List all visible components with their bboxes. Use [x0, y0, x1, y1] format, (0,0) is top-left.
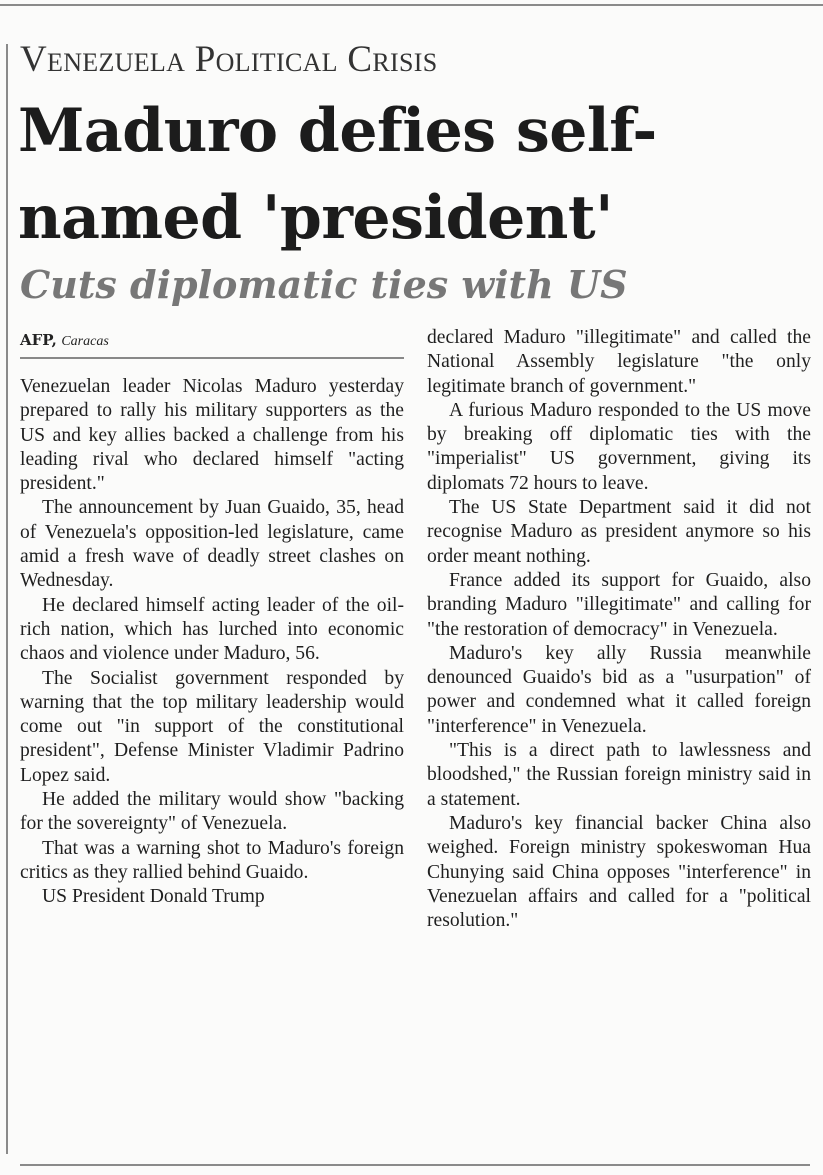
headline: Maduro defies self-named 'president'	[18, 96, 657, 253]
byline-agency: AFP,	[20, 331, 57, 349]
bottom-rule	[20, 1164, 810, 1166]
paragraph: He added the military would show "backing for the sovereignty" of Venezuela.	[20, 789, 404, 835]
paragraph: That was a warning shot to Maduro's foreign critics as they rallied behind Guaido.	[20, 837, 404, 883]
paragraph: The Socialist government responded by warning that the top military leadership would come out "in support of the constitutional president", Defense Minister Vladimir Padrino Lopez said.	[20, 667, 404, 786]
paragraph: "This is a direct path to lawlessness and bloodshed," the Russian foreign ministry said in a statement.	[427, 740, 811, 810]
paragraph: A furious Maduro responded to the US move by breaking off diplomatic ties with the "imperialist" US government, giving its diplomats 72 hours to leave.	[427, 399, 811, 494]
paragraph: Maduro's key financial backer China also weighed. Foreign ministry spokeswoman Hua Chunying said China opposes "interference" in Venezuelan affairs and called for a "political resolution."	[427, 812, 811, 932]
paragraph: Venezuelan leader Nicolas Maduro yesterday prepared to rally his military supporters as the US and key allies backed a challenge from his leading rival who declared himself "acting president."	[20, 376, 404, 495]
byline-place: Caracas	[61, 334, 109, 349]
byline	[20, 326, 404, 359]
paragraph: The US State Department said it did not recognise Maduro as president anymore so his order meant nothing.	[427, 497, 811, 567]
article-column-left	[20, 326, 404, 910]
paragraph: France added its support for Guaido, also branding Maduro "illegitimate" and calling for "the restoration of democracy" in Venezuela.	[427, 569, 811, 640]
left-column-rule	[6, 44, 8, 1154]
article-column-right	[427, 326, 811, 933]
paragraph: US President Donald Trump	[42, 886, 265, 908]
subheadline: Cuts diplomatic ties with US	[20, 262, 628, 307]
paragraph: He declared himself acting leader of the oil-rich nation, which has lurched into economic chaos and violence under Maduro, 56.	[20, 594, 404, 665]
paragraph: declared Maduro "illegitimate" and called the National Assembly legislature "the only legitimate branch of government."	[427, 327, 811, 397]
paragraph: Maduro's key ally Russia meanwhile denounced Guaido's bid as a "usurpation" of power and condemned what it called foreign "interference" in Venezuela.	[427, 642, 811, 737]
top-rule	[0, 4, 823, 6]
section-kicker: Venezuela Political Crisis	[20, 39, 438, 80]
paragraph: The announcement by Juan Guaido, 35, head of Venezuela's opposition-led legislature, came amid a fresh wave of deadly street clashes on Wednesday.	[20, 497, 404, 592]
